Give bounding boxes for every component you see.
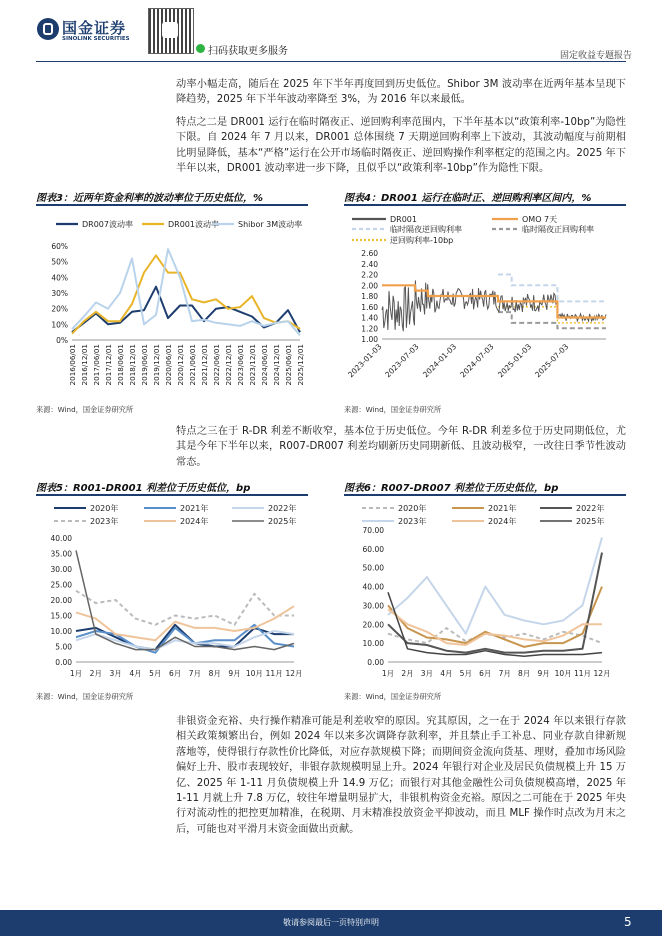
qr-caption: 扫码获取更多服务 [208,46,288,57]
fig6-legend-label-3: 2023年 [398,517,427,526]
qr-center-logo [162,22,178,38]
fig3-title: 图表3：近两年资金利率的波动率位于历史低位，% [36,193,263,204]
fig6-legend-label-0: 2020年 [398,504,427,513]
fig6-title: 图表6：R007-DR007 利差位于历史低位，bp [344,483,559,494]
fig3-ytick-4: 40% [51,273,68,283]
fig3-xtick-3: 2017/12/01 [104,344,113,386]
fig6-ytick-7: 70.00 [362,526,384,535]
fig6-xtick-8: 9月 [537,669,550,678]
company-logo-icon [37,18,59,40]
fig3-ytick-2: 20% [51,304,68,314]
fig3-xtick-11: 2021/12/01 [200,344,209,386]
fig6-xtick-7: 8月 [518,669,531,678]
fig5-legend-label-0: 2020年 [90,504,119,513]
fig4-ytick-3: 1.60 [361,302,378,312]
fig3-xtick-8: 2020/06/01 [164,344,173,386]
fig6-ytick-5: 50.00 [362,563,384,573]
fig3-legend-label-1: DR001波动率 [168,220,219,229]
fig6-legend-label-1: 2021年 [488,504,517,513]
fig6-legend-label-5: 2025年 [576,517,605,526]
fig4-legend-label-1: OMO 7天 [522,215,558,224]
fig3-chart [36,208,308,398]
header-divider [36,61,626,62]
fig4-ytick-2: 1.40 [361,313,378,323]
paragraph-4: 非银资金充裕、央行操作精准可能是利差收窄的原因。究其原因，之一在于 2024 年以来银行存款相关政策频繁出台，例如 2024 年以来多次调降存款利率，并且禁止手工补息、同业存款自律新规落地等，使得银行存款性价比降低，对应存款规模下降；而期间资金流向货基、理财，叠加市场风险偏好上升、股市表现较好，非银存款规模明显上升。2024 年银行对企业及居民负债规模上升 15 万亿、2025 年 1-11 月负债规模上升 14.9 万亿；而银行对其他金融性公司负债规模高增，2025 年 1-11 月就上升 7.8 万亿，较往年增量明显扩大，非银机构资金充裕。原因之二可能在于 2025 年央行对流动性的把控更加精准，在税期、月末精准投放资金平抑波动，而且 MLF 操作时点改为月末之后，可能也对平滑月末资金面做出贡献。 [176,716,626,835]
fig3-ytick-0: 0% [56,336,68,345]
fig3-ytick-1: 10% [51,320,68,330]
fig4-legend-label-3: 临时隔夜正回购利率 [522,225,594,234]
fig5-xtick-3: 4月 [129,669,142,678]
fig6-xtick-4: 5月 [459,669,472,678]
fig5-title-rule [36,494,308,496]
fig3-xtick-19: 2025/12/01 [296,344,305,386]
fig5-xtick-1: 2月 [89,669,102,678]
fig4-xtick-0: 2023-01-03 [346,342,384,380]
fig5-xtick-2: 3月 [109,669,122,678]
fig6-ytick-6: 60.00 [362,544,384,554]
fig5-legend-label-4: 2024年 [180,517,209,526]
fig4-title-rule [344,204,626,206]
company-name-en: SINOLINK SECURITIES [62,36,130,42]
fig6-series-2 [388,553,602,653]
fig3-xtick-14: 2023/06/01 [236,344,245,386]
fig4-ytick-7: 2.40 [361,259,378,269]
fig6-ytick-2: 20.00 [362,620,384,630]
fig4-xtick-1: 2023-07-03 [383,342,421,380]
fig3-xtick-2: 2017/06/01 [92,344,101,386]
fig3-xtick-6: 2019/06/01 [140,344,149,386]
fig4-xtick-5: 2025-07-03 [533,342,571,380]
fig4-legend-label-0: DR001 [390,215,417,224]
fig5-xtick-8: 9月 [228,669,241,678]
fig3-ytick-5: 50% [51,257,68,267]
fig4-ytick-8: 2.60 [361,249,378,258]
fig6-chart [344,498,626,684]
fig6-xtick-10: 11月 [574,669,592,678]
fig5-xtick-4: 5月 [149,669,162,678]
fig5-ytick-5: 25.00 [50,580,72,590]
fig4-ytick-6: 2.20 [361,270,378,280]
fig6-ytick-1: 10.00 [362,639,384,649]
fig4-ytick-1: 1.20 [361,324,378,334]
fig6-xtick-0: 1月 [381,669,395,678]
fig3-title-rule [36,204,308,206]
footer-disclaimer: 敬请参阅最后一页特别声明 [283,918,379,927]
fig3-xtick-9: 2020/12/01 [176,344,185,386]
fig5-chart [36,498,308,684]
fig5-title: 图表5：R001-DR001 利差位于历史低位，bp [36,483,251,494]
fig5-ytick-3: 15.00 [50,611,72,621]
fig5-ytick-6: 30.00 [50,565,72,574]
fig3-xtick-10: 2021/06/01 [188,344,197,386]
fig5-xtick-5: 6月 [168,669,182,678]
fig5-xtick-0: 1月 [69,669,83,678]
fig3-xtick-4: 2018/06/01 [116,344,125,386]
fig6-xtick-11: 12月 [593,669,611,678]
fig3-legend-label-2: Shibor 3M波动率 [238,220,303,229]
fig5-xtick-7: 8月 [208,669,221,678]
fig5-ytick-2: 10.00 [50,627,72,636]
fig3-xtick-18: 2025/06/01 [284,344,293,386]
fig5-xtick-11: 12月 [285,669,303,678]
fig5-legend-label-3: 2023年 [90,517,119,526]
fig6-ytick-0: 0.00 [367,658,384,667]
fig5-source: 来源：Wind，国金证券研究所 [36,692,134,701]
fig3-ytick-3: 30% [51,289,68,298]
fig6-source: 来源：Wind，国金证券研究所 [344,692,442,701]
fig6-xtick-3: 4月 [440,669,453,678]
fig5-legend-label-1: 2021年 [180,504,209,513]
fig3-xtick-13: 2022/12/01 [224,344,233,386]
paragraph-3: 特点之三在于 R-DR 利差不断收窄，基本位于历史低位。今年 R-DR 利差多位于历史同期低位，尤其是今年下半年以来，R007-DR007 利差均刷新历史同期新低、且波动极窄，一改往日季节性波动常态。 [176,426,626,468]
fig6-xtick-6: 7月 [498,669,511,678]
fig4-xtick-2: 2024-01-03 [421,342,459,380]
company-name-cn: 国金证券 [62,19,127,37]
fig4-ytick-5: 2.00 [361,281,378,291]
fig3-xtick-0: 2016/06/01 [68,344,77,386]
fig5-legend-label-2: 2022年 [268,504,297,513]
fig5-ytick-7: 35.00 [50,549,72,559]
fig6-xtick-2: 3月 [420,669,434,678]
wechat-icon [196,44,205,53]
fig5-ytick-1: 5.00 [55,642,72,652]
fig5-xtick-9: 10月 [245,669,263,678]
paragraph-2: 特点之二是 DR001 运行在临时隔夜正、逆回购利率范围内，下半年基本以“政策利率-10bp”为隐性下限。自 2024 年 7 月以来，DR001 总体围绕 7 天期逆回购利率上下波动，其波动幅度与前期相比明显降低，基本“严格”运行在公开市场临时隔夜正、逆回购操作利率框定的范围之内。2025 年下半年以来，DR001 波动率进一步下降，且似乎以“政策利率-10bp”作为隐性下限。 [176,117,626,175]
fig6-xtick-5: 6月 [479,669,492,678]
fig3-xtick-15: 2023/12/01 [248,344,257,386]
fig5-ytick-0: 0.00 [55,658,72,667]
page-number: 5 [624,915,632,929]
page-header [0,0,662,60]
fig4-xtick-3: 2024-07-03 [458,342,496,380]
fig5-ytick-8: 40.00 [50,534,72,543]
fig4-ytick-0: 1.00 [361,335,378,344]
report-type: 固定收益专题报告 [560,51,633,61]
fig4-legend-label-4: 逆回购利率-10bp [390,236,454,245]
fig4-xtick-4: 2025-01-03 [496,342,534,380]
paragraph-1: 动率小幅走高，随后在 2025 年下半年再度回到历史低位。Shibor 3M 波动率在近两年基本呈现下降趋势，2025 年下半年波动率降至 3%，为 2016 年以来最低。 [176,79,626,106]
fig4-title: 图表4：DR001 运行在临时正、逆回购利率区间内，% [344,193,592,204]
fig6-legend-label-2: 2022年 [576,504,605,513]
fig6-title-rule [344,494,626,496]
fig4-source: 来源：Wind，国金证券研究所 [344,405,442,414]
fig3-source: 来源：Wind，国金证券研究所 [36,405,134,414]
fig5-ytick-4: 20.00 [50,596,72,605]
fig3-xtick-5: 2018/12/01 [128,344,137,386]
fig5-series-3 [76,591,294,625]
fig6-ytick-4: 40.00 [362,582,384,592]
fig6-series-1 [388,587,602,647]
fig6-series-3 [388,538,602,634]
fig6-xtick-1: 2月 [401,669,414,678]
fig3-xtick-16: 2024/06/01 [260,344,269,386]
fig6-ytick-3: 30.00 [362,601,384,611]
fig4-legend-label-2: 临时隔夜逆回购利率 [390,225,462,234]
fig3-ytick-6: 60% [51,242,68,251]
fig3-xtick-17: 2024/12/01 [272,344,281,386]
fig5-legend-label-5: 2025年 [268,517,297,526]
fig3-xtick-12: 2022/06/01 [212,344,221,386]
fig6-xtick-9: 10月 [554,669,572,678]
fig3-xtick-1: 2016/12/01 [80,344,89,386]
fig5-xtick-6: 7月 [188,669,202,678]
fig3-xtick-7: 2019/12/01 [152,344,161,386]
fig4-chart [344,208,626,398]
fig5-xtick-10: 11月 [265,669,283,678]
fig4-ytick-4: 1.80 [361,292,378,301]
fig3-legend-label-0: DR007波动率 [82,220,133,229]
fig6-legend-label-4: 2024年 [488,517,517,526]
